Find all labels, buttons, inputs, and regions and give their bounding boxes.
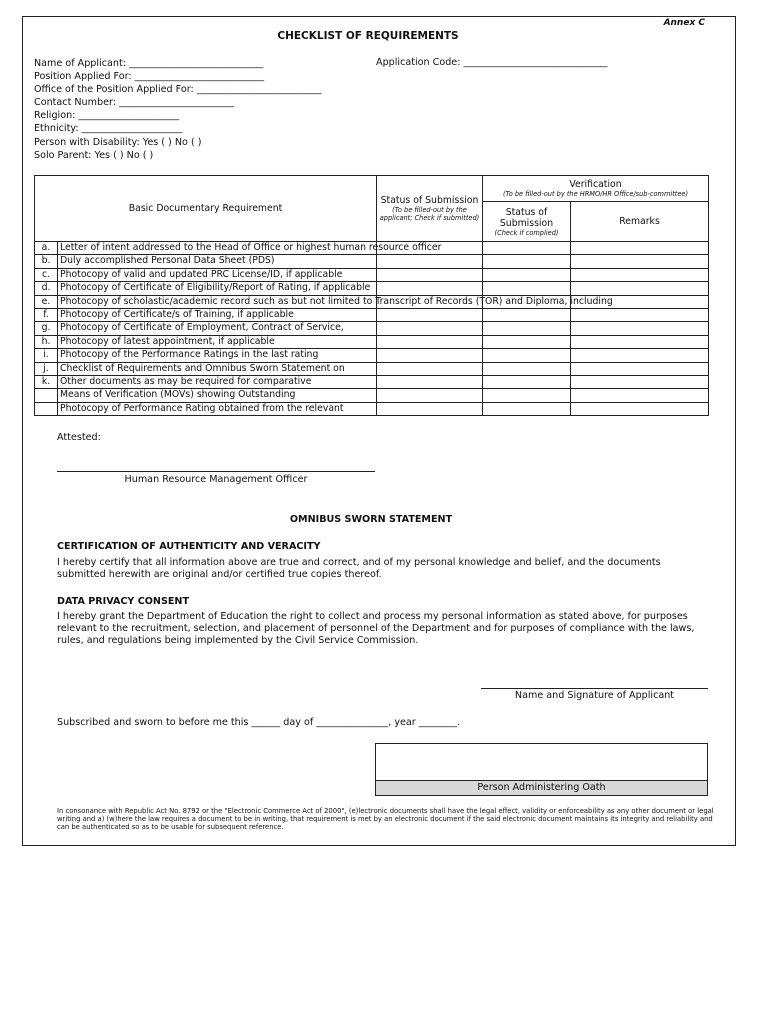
row-letter-text (37, 389, 55, 401)
requirements-body (35, 242, 709, 416)
field-ethnicity[interactable]: Ethnicity: _____________________ (34, 123, 183, 135)
applicant-fields (34, 57, 321, 162)
row-requirement (58, 389, 377, 402)
table-row (35, 375, 709, 388)
privacy-text: I hereby grant the Department of Education the right to collect and process my personal information as stated above, for purposes relevant to the recruitment, selection, and placement of personnel of the Department and for purposes of compliance with the laws, rules, and regulations being implemented by the Civil Service Commission. (57, 611, 695, 646)
header-remarks: Remarks (571, 202, 709, 242)
row-requirement (58, 335, 377, 348)
row-letter-text (37, 403, 55, 415)
row-requirement-text: Photocopy of the Performance Ratings in the last rating (60, 349, 319, 361)
header-verification-note: (To be filled-out by the HRMO/HR Office/sub-committee) (502, 190, 689, 198)
row-letter (35, 282, 58, 295)
header-requirement: Basic Documentary Requirement (35, 176, 377, 242)
row-requirement-text: Checklist of Requirements and Omnibus Sworn Statement on (60, 362, 345, 374)
table-row (35, 322, 709, 335)
header-verification (483, 176, 709, 202)
requirements-table (34, 175, 709, 416)
row-letter-text: g. (41, 322, 51, 334)
row-requirement (58, 268, 377, 281)
row-letter-text: b. (41, 255, 51, 267)
field-application-code[interactable]: Application Code: ______________________________ (376, 57, 608, 68)
oath-label: Person Administering Oath (376, 780, 707, 795)
row-letter-text: a. (41, 242, 51, 253)
row-requirement-text: Photocopy of Performance Rating obtained from the relevant (60, 402, 344, 414)
attested-label: Attested: (57, 432, 101, 443)
document-page (22, 16, 736, 846)
header-verification-label: Verification (569, 179, 622, 190)
hrmo-signature-line[interactable] (57, 471, 375, 472)
row-status-cell[interactable] (377, 255, 483, 268)
row-requirement-text: Photocopy of Certificate of Eligibility/Report of Rating, if applicable (60, 282, 371, 294)
row-verify-cell[interactable] (483, 362, 571, 375)
row-letter (35, 242, 58, 255)
row-status-cell[interactable] (377, 282, 483, 295)
table-row (35, 255, 709, 268)
row-requirement-text: Photocopy of valid and updated PRC License/ID, if applicable (60, 268, 343, 280)
row-requirement-text: Photocopy of Certificate/s of Training, if applicable (60, 308, 294, 320)
row-remarks-cell[interactable] (571, 268, 709, 281)
table-row (35, 282, 709, 295)
row-letter-text: h. (41, 335, 51, 347)
row-requirement (58, 349, 377, 362)
row-verify-cell[interactable] (483, 282, 571, 295)
field-office[interactable]: Office of the Position Applied For: __________________________ (34, 84, 322, 96)
table-row (35, 268, 709, 281)
applicant-signature-line[interactable] (481, 688, 708, 689)
row-remarks-cell[interactable] (571, 322, 709, 335)
row-letter (35, 389, 58, 402)
row-remarks-cell[interactable] (571, 308, 709, 321)
row-remarks-cell[interactable] (571, 335, 709, 348)
row-status-cell[interactable] (377, 335, 483, 348)
row-letter (35, 322, 58, 335)
row-requirement (58, 375, 377, 388)
row-requirement (58, 308, 377, 321)
page-title: CHECKLIST OF REQUIREMENTS (277, 30, 459, 42)
row-status-cell[interactable] (377, 308, 483, 321)
hrmo-label: Human Resource Management Officer (124, 474, 308, 485)
table-row (35, 308, 709, 321)
field-position-applied[interactable]: Position Applied For: ___________________________ (34, 71, 265, 83)
sworn-statement: Subscribed and sworn to before me this ______ day of _______________, year ________. (57, 717, 461, 728)
row-requirement (58, 255, 377, 268)
row-remarks-cell[interactable] (571, 242, 709, 255)
row-letter (35, 375, 58, 388)
field-religion[interactable]: Religion: _____________________ (34, 110, 180, 122)
row-requirement-text: Photocopy of scholastic/academic record such as but not limited to Transcript of Records (TOR) and Diploma, including (60, 295, 613, 307)
row-letter-text: c. (41, 268, 51, 280)
header-status-note: (To be filled-out by the applicant; Check if submitted) (379, 206, 480, 222)
row-requirement-text: Duly accomplished Personal Data Sheet (PDS) (60, 255, 275, 267)
row-status-cell[interactable] (377, 349, 483, 362)
privacy-heading: DATA PRIVACY CONSENT (57, 596, 189, 607)
row-requirement-text: Other documents as may be required for comparative (60, 375, 312, 387)
row-remarks-cell[interactable] (571, 282, 709, 295)
header-ver-status-label: Status of Submission (499, 206, 554, 229)
row-letter-text: k. (41, 375, 51, 387)
row-status-cell[interactable] (377, 375, 483, 388)
table-row (35, 362, 709, 375)
row-remarks-cell[interactable] (571, 255, 709, 268)
row-letter (35, 335, 58, 348)
row-letter-text: i. (43, 349, 49, 361)
table-row (35, 389, 709, 402)
row-remarks-cell[interactable] (571, 375, 709, 388)
row-requirement-text: Photocopy of Certificate of Employment, Contract of Service, (60, 322, 344, 334)
table-row (35, 335, 709, 348)
row-requirement (58, 282, 377, 295)
omnibus-title: OMNIBUS SWORN STATEMENT (289, 514, 453, 525)
row-requirement-text: Letter of intent addressed to the Head of Office or highest human resource officer (60, 242, 442, 253)
row-requirement (58, 402, 377, 415)
header-ver-status-note: (Check if complied) (494, 228, 559, 237)
row-letter-text: f. (43, 308, 49, 320)
certification-heading: CERTIFICATION OF AUTHENTICITY AND VERACITY (57, 541, 321, 552)
header-status (377, 176, 483, 242)
row-verify-cell[interactable] (483, 255, 571, 268)
row-remarks-cell[interactable] (571, 402, 709, 415)
annex-label: Annex C (663, 18, 705, 28)
row-status-cell[interactable] (377, 362, 483, 375)
row-requirement-text: Means of Verification (MOVs) showing Outstanding (60, 389, 296, 401)
field-contact-number[interactable]: Contact Number: ________________________ (34, 97, 235, 109)
field-solo-parent[interactable]: Solo Parent: Yes ( ) No ( ) (34, 149, 154, 161)
row-requirement (58, 322, 377, 335)
row-status-cell[interactable] (377, 322, 483, 335)
row-verify-cell[interactable] (483, 349, 571, 362)
row-letter (35, 255, 58, 268)
applicant-signature-label: Name and Signature of Applicant (514, 690, 675, 701)
row-verify-cell[interactable] (483, 389, 571, 402)
row-verify-cell[interactable] (483, 335, 571, 348)
legal-footer: In consonance with Republic Act No. 8792 or the "Electronic Commerce Act of 2000", (e)lectronic documents shall have the legal effect, validity or enforceability as any other document or legal writing and a) (w)here the law requires a document to be in writing, that requirement is met by an electronic document if the said electronic document maintains its integrity and reliability and can be authenticated so as to be usable for subsequent reference. (57, 807, 714, 832)
row-letter (35, 362, 58, 375)
row-remarks-cell[interactable] (571, 362, 709, 375)
header-ver-status (483, 202, 571, 242)
field-disability[interactable]: Person with Disability: Yes ( ) No ( ) (34, 136, 202, 148)
row-remarks-cell[interactable] (571, 349, 709, 362)
row-requirement (58, 362, 377, 375)
row-verify-cell[interactable] (483, 402, 571, 415)
row-requirement (58, 242, 442, 255)
row-letter (35, 349, 58, 362)
row-letter-text: d. (41, 282, 51, 294)
field-name-of-applicant[interactable]: Name of Applicant: ____________________________ (34, 58, 264, 69)
certification-text: I hereby certify that all information above are true and correct, and of my personal knowledge and belief, and the documents submitted herewith are original and/or certified true copies thereof. (57, 557, 661, 580)
row-requirement-text: Photocopy of latest appointment, if applicable (60, 335, 275, 347)
table-row (35, 242, 709, 255)
row-status-cell[interactable] (377, 268, 483, 281)
row-letter-text: j. (43, 362, 49, 374)
header-status-label: Status of Submission (380, 195, 479, 206)
row-requirement (58, 295, 613, 308)
table-row (35, 402, 709, 415)
row-remarks-cell[interactable] (571, 389, 709, 402)
row-verify-cell[interactable] (483, 375, 571, 388)
row-verify-cell[interactable] (483, 308, 571, 321)
row-status-cell[interactable] (377, 389, 483, 402)
row-verify-cell[interactable] (483, 242, 571, 255)
row-letter (35, 402, 58, 415)
row-verify-cell[interactable] (483, 322, 571, 335)
table-row (35, 295, 709, 308)
row-verify-cell[interactable] (483, 268, 571, 281)
row-status-cell[interactable] (377, 402, 483, 415)
row-letter (35, 295, 58, 308)
oath-box[interactable] (375, 743, 708, 796)
row-letter (35, 308, 58, 321)
table-row (35, 349, 709, 362)
row-letter (35, 268, 58, 281)
row-letter-text: e. (41, 295, 51, 307)
